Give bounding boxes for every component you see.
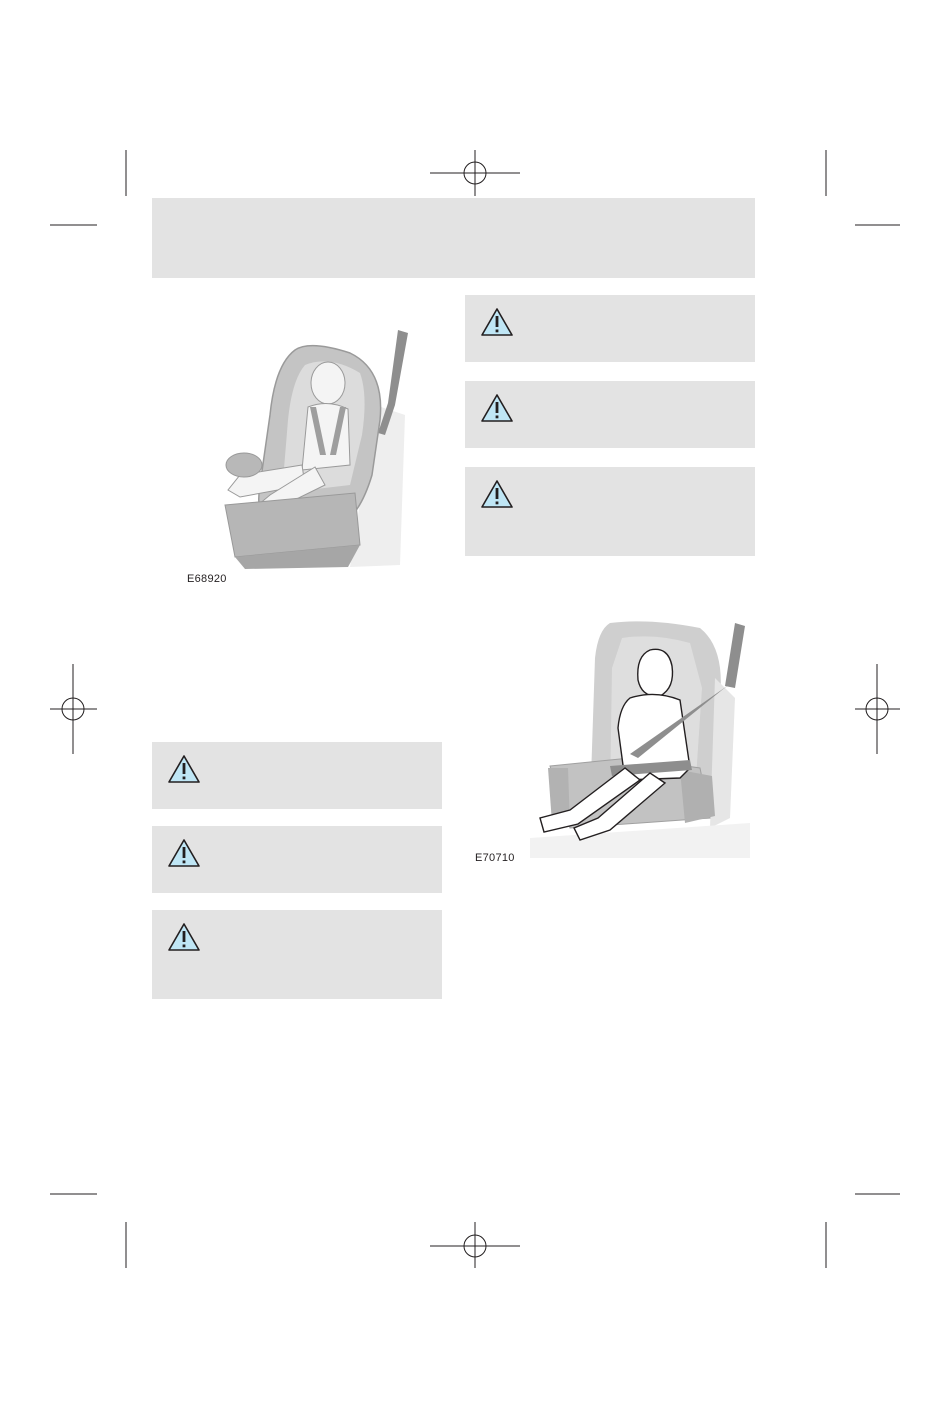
warning-triangle-icon bbox=[480, 393, 514, 423]
warning-triangle-icon bbox=[480, 307, 514, 337]
warning-triangle-icon bbox=[167, 838, 201, 868]
figure-code-toddler-seat: E68920 bbox=[187, 573, 227, 585]
warning-triangle-icon bbox=[167, 922, 201, 952]
warning-triangle-icon bbox=[167, 754, 201, 784]
warning-box bbox=[465, 295, 755, 362]
booster-seat-illustration bbox=[530, 618, 750, 858]
header-band bbox=[152, 198, 755, 278]
warning-box bbox=[465, 381, 755, 448]
warning-box bbox=[152, 742, 442, 809]
warning-box bbox=[465, 467, 755, 556]
warning-box bbox=[152, 910, 442, 999]
warning-triangle-icon bbox=[480, 479, 514, 509]
toddler-child-seat-illustration bbox=[200, 325, 420, 570]
warning-box bbox=[152, 826, 442, 893]
figure-code-booster-seat: E70710 bbox=[475, 852, 515, 864]
